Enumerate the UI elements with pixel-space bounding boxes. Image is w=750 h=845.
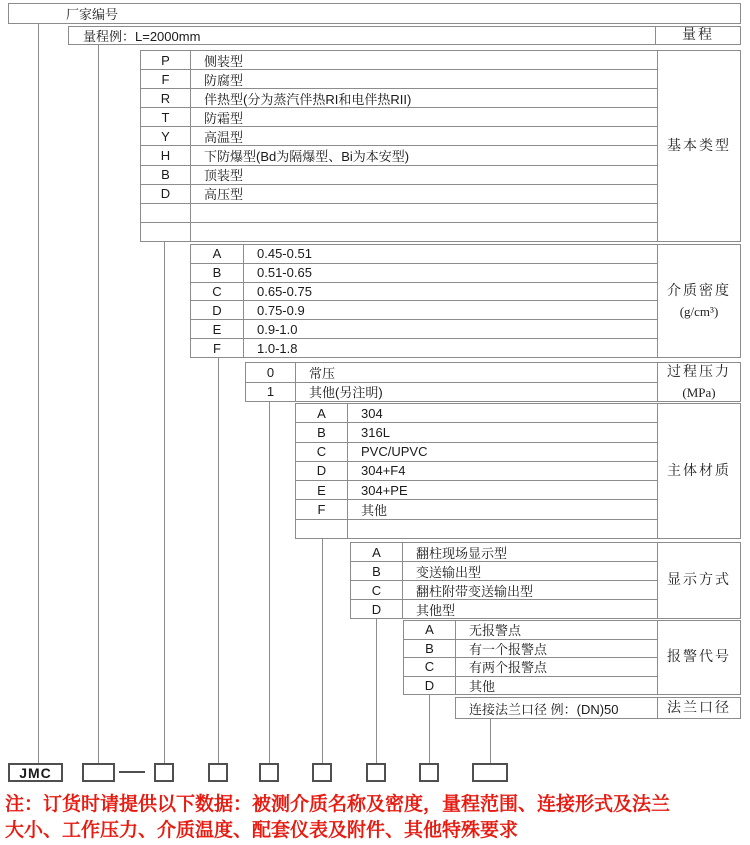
range-row bbox=[68, 26, 741, 45]
option-code bbox=[141, 204, 191, 222]
option-row bbox=[191, 264, 657, 283]
connector-line bbox=[269, 402, 270, 763]
option-row bbox=[141, 51, 657, 70]
option-desc: 有一个报警点 bbox=[469, 641, 548, 657]
option-desc: 防霜型 bbox=[204, 110, 244, 126]
model-code-box bbox=[208, 763, 228, 782]
section-table-basic-type bbox=[140, 50, 658, 242]
option-row bbox=[296, 443, 657, 462]
section-sublabel-text: (g/cm³) bbox=[679, 303, 719, 319]
option-code: B bbox=[141, 166, 191, 184]
option-code: D bbox=[191, 301, 244, 319]
section-label-text: 介质密度 bbox=[667, 283, 731, 299]
option-code: 0 bbox=[246, 363, 296, 382]
option-row bbox=[141, 127, 657, 146]
order-note-line2: 大小、工作压力、介质温度、配套仪表及附件、其他特殊要求 bbox=[5, 820, 519, 841]
section-label-text: 过程压力 bbox=[667, 364, 731, 380]
option-desc: 0.65-0.75 bbox=[257, 284, 312, 300]
option-desc: 顶装型 bbox=[204, 168, 244, 184]
option-row bbox=[141, 204, 657, 223]
option-desc: 侧装型 bbox=[204, 53, 244, 69]
option-desc: 0.75-0.9 bbox=[257, 302, 305, 318]
model-dash bbox=[119, 771, 145, 773]
model-code-box bbox=[312, 763, 332, 782]
option-row bbox=[351, 562, 657, 581]
option-code: A bbox=[296, 404, 348, 422]
option-desc bbox=[348, 520, 657, 538]
range-label: 量程 bbox=[682, 28, 714, 43]
option-row bbox=[296, 423, 657, 442]
section-sublabel-text: (MPa) bbox=[682, 384, 716, 400]
option-desc: 下防爆型(Bd为隔爆型、Bi为本安型) bbox=[204, 149, 410, 165]
option-desc: 防腐型 bbox=[204, 72, 244, 88]
option-code: A bbox=[191, 245, 244, 263]
option-code: F bbox=[191, 339, 244, 357]
option-row bbox=[141, 89, 657, 108]
option-row bbox=[191, 339, 657, 357]
manufacturer-row bbox=[8, 3, 741, 24]
section-label-text: 显示方式 bbox=[667, 573, 731, 588]
connector-line bbox=[429, 695, 430, 763]
model-code-box bbox=[472, 763, 508, 782]
option-code: A bbox=[404, 621, 456, 639]
model-code-box bbox=[419, 763, 439, 782]
option-code: C bbox=[191, 283, 244, 301]
option-row bbox=[351, 581, 657, 600]
option-desc: 1.0-1.8 bbox=[257, 340, 298, 356]
option-code: B bbox=[191, 264, 244, 282]
option-row bbox=[141, 70, 657, 89]
option-row bbox=[296, 481, 657, 500]
option-desc: 伴热型(分为蒸汽伴热RI和电伴热RII) bbox=[204, 91, 412, 107]
section-label-body-material bbox=[657, 403, 741, 539]
section-table-display-mode bbox=[350, 542, 658, 619]
option-code: C bbox=[296, 443, 348, 461]
connector-line bbox=[38, 24, 39, 763]
option-desc: 高压型 bbox=[204, 187, 244, 203]
option-row bbox=[191, 283, 657, 302]
section-label-text: 基本类型 bbox=[667, 138, 731, 154]
option-code bbox=[141, 223, 191, 241]
model-code-box bbox=[366, 763, 386, 782]
option-row bbox=[141, 223, 657, 241]
option-desc: 0.9-1.0 bbox=[257, 321, 298, 337]
option-row bbox=[351, 600, 657, 618]
option-code: F bbox=[141, 70, 191, 88]
option-code: C bbox=[351, 581, 403, 599]
option-code: A bbox=[351, 543, 403, 561]
section-label-text: 主体材质 bbox=[667, 463, 731, 479]
option-row bbox=[191, 245, 657, 264]
option-desc: 304+F4 bbox=[361, 463, 406, 479]
option-desc: 其他 bbox=[361, 503, 388, 519]
option-code: 1 bbox=[246, 383, 296, 402]
option-desc bbox=[191, 204, 657, 222]
option-code: D bbox=[296, 462, 348, 480]
option-desc: 其他 bbox=[469, 678, 496, 694]
option-row bbox=[191, 320, 657, 339]
option-code: P bbox=[141, 51, 191, 69]
connector-line bbox=[376, 619, 377, 763]
section-table-medium-density bbox=[190, 244, 658, 358]
option-code: H bbox=[141, 146, 191, 164]
option-row bbox=[404, 677, 657, 695]
option-code: B bbox=[404, 640, 456, 658]
option-code: C bbox=[404, 658, 456, 676]
connector-line bbox=[218, 358, 219, 763]
option-code: E bbox=[296, 481, 348, 499]
option-desc: 316L bbox=[361, 424, 390, 440]
model-code-box bbox=[154, 763, 174, 782]
order-note-line1: 注：订货时请提供以下数据：被测介质名称及密度，量程范围、连接形式及法兰 bbox=[5, 794, 671, 815]
connector-line bbox=[322, 539, 323, 763]
option-code: F bbox=[296, 500, 348, 518]
option-code bbox=[296, 520, 348, 538]
section-label-process-pressure bbox=[657, 362, 741, 402]
option-row bbox=[351, 543, 657, 562]
option-desc: 翻柱附带变送输出型 bbox=[416, 583, 534, 599]
option-row bbox=[141, 185, 657, 204]
connector-line bbox=[164, 242, 165, 763]
option-row bbox=[404, 640, 657, 659]
range-example: 量程例：L=2000mm bbox=[69, 27, 656, 44]
option-desc: 无报警点 bbox=[469, 623, 522, 639]
section-label-medium-density bbox=[657, 244, 741, 358]
section-table-body-material bbox=[295, 403, 658, 539]
connector-line bbox=[490, 719, 491, 763]
order-note bbox=[5, 792, 750, 844]
option-desc: 常压 bbox=[309, 365, 336, 381]
option-code: E bbox=[191, 320, 244, 338]
option-row bbox=[404, 658, 657, 677]
model-prefix-box: JMC bbox=[8, 763, 63, 782]
option-desc: 变送输出型 bbox=[416, 564, 482, 580]
option-row bbox=[246, 363, 657, 383]
option-desc: 0.51-0.65 bbox=[257, 265, 312, 281]
model-code-box bbox=[259, 763, 279, 782]
option-row bbox=[246, 383, 657, 402]
section-table-alarm-code bbox=[403, 620, 658, 695]
option-row bbox=[296, 462, 657, 481]
option-code: D bbox=[404, 677, 456, 695]
section-label-display-mode bbox=[657, 542, 741, 619]
option-desc bbox=[191, 223, 657, 241]
option-code: Y bbox=[141, 127, 191, 145]
section-label-flange-size: 法兰口径 bbox=[657, 697, 741, 719]
option-row bbox=[191, 301, 657, 320]
option-code: D bbox=[351, 600, 403, 618]
option-row bbox=[296, 500, 657, 519]
section-label-alarm-code bbox=[657, 620, 741, 695]
section-table-process-pressure bbox=[245, 362, 658, 402]
connector-line bbox=[98, 45, 99, 763]
option-desc: 有两个报警点 bbox=[469, 660, 548, 676]
option-code: R bbox=[141, 89, 191, 107]
option-code: B bbox=[296, 423, 348, 441]
option-row bbox=[296, 404, 657, 423]
option-desc: PVC/UPVC bbox=[361, 444, 428, 460]
option-row bbox=[296, 520, 657, 538]
flange-row: 连接法兰口径 例：(DN)50 bbox=[455, 697, 658, 719]
option-desc: 其他(另注明) bbox=[309, 385, 383, 401]
option-row bbox=[141, 166, 657, 185]
option-row bbox=[141, 146, 657, 165]
option-row bbox=[141, 108, 657, 127]
section-label-basic-type bbox=[657, 50, 741, 242]
model-code-box bbox=[82, 763, 115, 782]
section-label-text: 报警代号 bbox=[667, 650, 731, 665]
option-desc: 其他型 bbox=[416, 602, 456, 618]
option-row bbox=[404, 621, 657, 640]
manufacturer-label: 厂家编号 bbox=[66, 7, 119, 22]
option-desc: 304+PE bbox=[361, 482, 408, 498]
option-desc: 翻柱现场显示型 bbox=[416, 545, 508, 561]
option-code: B bbox=[351, 562, 403, 580]
option-desc: 304 bbox=[361, 405, 383, 421]
option-desc: 0.45-0.51 bbox=[257, 246, 312, 262]
option-code: D bbox=[141, 185, 191, 203]
option-code: T bbox=[141, 108, 191, 126]
option-desc: 高温型 bbox=[204, 129, 244, 145]
